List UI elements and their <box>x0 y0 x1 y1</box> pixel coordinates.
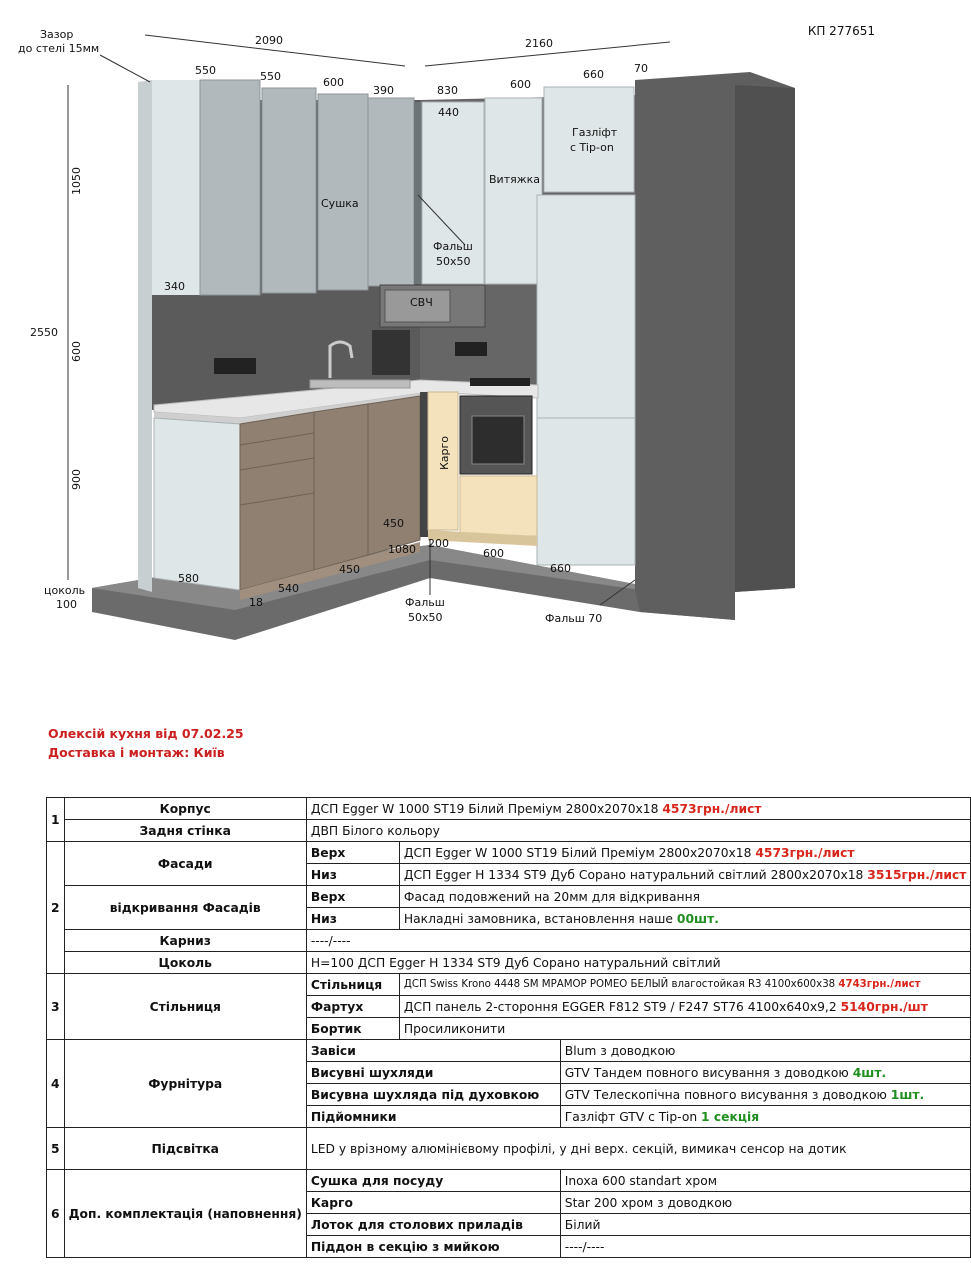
gap-note-1: Зазор <box>40 28 74 41</box>
table-row <box>47 886 971 908</box>
sub-label: Завіси <box>306 1040 560 1062</box>
top-width-4: 390 <box>373 84 394 97</box>
top-width-8: 70 <box>634 62 648 75</box>
sub-label: Сушка для посуду <box>306 1170 560 1192</box>
table-row <box>47 952 971 974</box>
upper-cabinet-gaslift <box>544 87 634 192</box>
row-value: Просиликонити <box>399 1018 971 1040</box>
dim-2160: 2160 <box>525 37 553 50</box>
plinth-label-1: цоколь <box>44 584 86 597</box>
table-row <box>47 798 971 820</box>
sub-label: Фартух <box>306 996 399 1018</box>
row-value: Білий <box>560 1214 971 1236</box>
left-end-panel <box>138 80 152 592</box>
row-label: Стільниця <box>64 974 306 1040</box>
label-18: 18 <box>249 596 263 609</box>
project-code: КП 277651 <box>807 24 875 38</box>
table-row <box>47 1128 971 1170</box>
top-width-2: 550 <box>260 70 281 83</box>
row-label: Доп. комплектація (наповнення) <box>64 1170 306 1258</box>
falsh-70: Фальш 70 <box>545 612 603 625</box>
spec-table <box>46 797 971 1258</box>
quantity: 1шт. <box>890 1087 925 1102</box>
upper-cabinet-1 <box>200 80 260 295</box>
section-number: 2 <box>47 842 65 974</box>
label-falsh-top-1: Фальш <box>433 240 473 253</box>
price: 4573грн./лист <box>662 801 762 816</box>
label-1080: 1080 <box>388 543 416 556</box>
counter-box <box>372 330 410 375</box>
row-value: Накладні замовника, встановлення наше 00шт. <box>399 908 971 930</box>
falsh-bottom-1: Фальш <box>405 596 445 609</box>
sink <box>310 380 410 388</box>
price: 3515грн./лист <box>867 867 967 882</box>
table-row <box>47 930 971 952</box>
row-value: Газліфт GTV с Tip-on 1 секція <box>560 1106 971 1128</box>
sub-label: Висувна шухляда під духовкою <box>306 1084 560 1106</box>
top-width-5: 830 <box>437 84 458 97</box>
upper-cabinet-3 <box>318 94 368 290</box>
sub-label: Карго <box>306 1192 560 1214</box>
quantity: 00шт. <box>676 911 719 926</box>
fridge-column <box>537 195 635 565</box>
lower-left-side <box>154 418 240 590</box>
label-cargo: Карго <box>438 435 451 470</box>
row-label: Корпус <box>64 798 306 820</box>
top-width-3: 600 <box>323 76 344 89</box>
sub-label: Верх <box>306 842 399 864</box>
gap-note-2: до стелі 15мм <box>18 42 100 55</box>
falsh-corner-bottom <box>420 392 428 537</box>
section-number: 5 <box>47 1128 65 1170</box>
sub-label: Стільниця <box>306 974 399 996</box>
height-600: 600 <box>70 341 83 362</box>
section-number: 6 <box>47 1170 65 1258</box>
dim-2090: 2090 <box>255 34 283 47</box>
label-580: 580 <box>178 572 199 585</box>
row-value: GTV Телескопічна повного висування з доводкою 1шт. <box>560 1084 971 1106</box>
label-340: 340 <box>164 280 185 293</box>
plinth-label-2: 100 <box>56 598 77 611</box>
falsh-corner-top <box>414 102 422 284</box>
table-row <box>47 1170 971 1192</box>
sub-label: Низ <box>306 864 399 886</box>
label-microwave: СВЧ <box>410 296 433 309</box>
falsh-bottom-2: 50х50 <box>408 611 443 624</box>
label-540: 540 <box>278 582 299 595</box>
dim-440: 440 <box>438 106 459 119</box>
height-1050: 1050 <box>70 167 83 195</box>
height-2550: 2550 <box>30 326 58 339</box>
sub-label: Верх <box>306 886 399 908</box>
section-number: 1 <box>47 798 65 842</box>
sub-label: Бортик <box>306 1018 399 1040</box>
oven-drawer <box>460 476 537 536</box>
row-value: ДВП Білого кольору <box>306 820 971 842</box>
row-value: GTV Тандем повного висування з доводкою 4шт. <box>560 1062 971 1084</box>
label-gaslift-1: Газліфт <box>572 126 618 139</box>
row-value: Star 200 хром з доводкою <box>560 1192 971 1214</box>
row-label: Карниз <box>64 930 306 952</box>
row-value: ----/---- <box>306 930 971 952</box>
top-width-6: 600 <box>510 78 531 91</box>
row-label: Цоколь <box>64 952 306 974</box>
upper-cabinet-6 <box>485 98 542 284</box>
row-value: Inoxa 600 standart хром <box>560 1170 971 1192</box>
label-200: 200 <box>428 537 449 550</box>
lower-door-1 <box>314 404 368 570</box>
upper-cabinet-4 <box>368 98 414 286</box>
height-900: 900 <box>70 469 83 490</box>
label-gaslift-2: с Tip-on <box>570 141 614 154</box>
delivery-note: Доставка і монтаж: Київ <box>48 745 225 760</box>
row-value: Н=100 ДСП Egger H 1334 ST9 Дуб Сорано натуральний світлий <box>306 952 971 974</box>
sub-label: Підйомники <box>306 1106 560 1128</box>
sub-label: Висувні шухляди <box>306 1062 560 1084</box>
row-label: Фасади <box>64 842 306 886</box>
table-row <box>47 842 971 864</box>
quantity: 1 секція <box>701 1109 760 1124</box>
hob <box>470 378 530 386</box>
row-value: LED у врізному алюмінієвому профілі, у дні верх. секцій, вимикач сенсор на дотик <box>306 1128 971 1170</box>
sub-label: Лоток для столових приладів <box>306 1214 560 1236</box>
sub-label: Низ <box>306 908 399 930</box>
row-value: ДСП панель 2-стороння EGGER F812 ST9 / F247 ST76 4100х640х9,2 5140грн./шт <box>399 996 971 1018</box>
table-row <box>47 974 971 996</box>
row-label: відкривання Фасадів <box>64 886 306 930</box>
section-number: 3 <box>47 974 65 1040</box>
price: 5140грн./шт <box>840 999 928 1014</box>
row-label: Підсвітка <box>64 1128 306 1170</box>
row-label: Фурнітура <box>64 1040 306 1128</box>
row-value: ДСП Egger W 1000 ST19 Білий Преміум 2800х2070х18 4573грн./лист <box>306 798 971 820</box>
table-row <box>47 820 971 842</box>
top-width-1: 550 <box>195 64 216 77</box>
price: 4573грн./лист <box>755 845 855 860</box>
upper-left-side <box>152 80 200 295</box>
label-450-bottom: 450 <box>339 563 360 576</box>
label-falsh-top-2: 50х50 <box>436 255 471 268</box>
tall-column-face <box>735 85 795 592</box>
row-value: ДСП Egger H 1334 ST9 Дуб Сорано натуральний світлий 2800х2070х18 3515грн./лист <box>399 864 971 886</box>
order-title: Олексій кухня від 07.02.25 <box>48 726 244 741</box>
order-heading <box>48 724 244 762</box>
row-value: ДСП Swiss Krono 4448 SM МРАМОР РОМЕО БЕЛЫЙ влагостойкая R3 4100х600х38 4743грн./лист <box>399 974 971 996</box>
section-number: 4 <box>47 1040 65 1128</box>
quantity: 4шт. <box>852 1065 887 1080</box>
label-600-bottom: 600 <box>483 547 504 560</box>
label-450-side: 450 <box>383 517 404 530</box>
label-hood: Витяжка <box>489 173 541 186</box>
row-value: ----/---- <box>560 1236 971 1258</box>
price: 4743грн./лист <box>838 979 921 990</box>
socket-right <box>455 342 487 356</box>
table-row <box>47 1040 971 1062</box>
label-660-bottom: 660 <box>550 562 571 575</box>
top-width-7: 660 <box>583 68 604 81</box>
row-value: ДСП Egger W 1000 ST19 Білий Преміум 2800х2070х18 4573грн./лист <box>399 842 971 864</box>
lower-door-2 <box>368 396 420 555</box>
row-label: Задня стінка <box>64 820 306 842</box>
socket-left <box>214 358 256 374</box>
row-value: Фасад подовжений на 20мм для відкривання <box>399 886 971 908</box>
label-dryer: Сушка <box>321 197 359 210</box>
sub-label: Піддон в секцію з мийкою <box>306 1236 560 1258</box>
row-value: Blum з доводкою <box>560 1040 971 1062</box>
upper-cabinet-2 <box>262 88 316 293</box>
